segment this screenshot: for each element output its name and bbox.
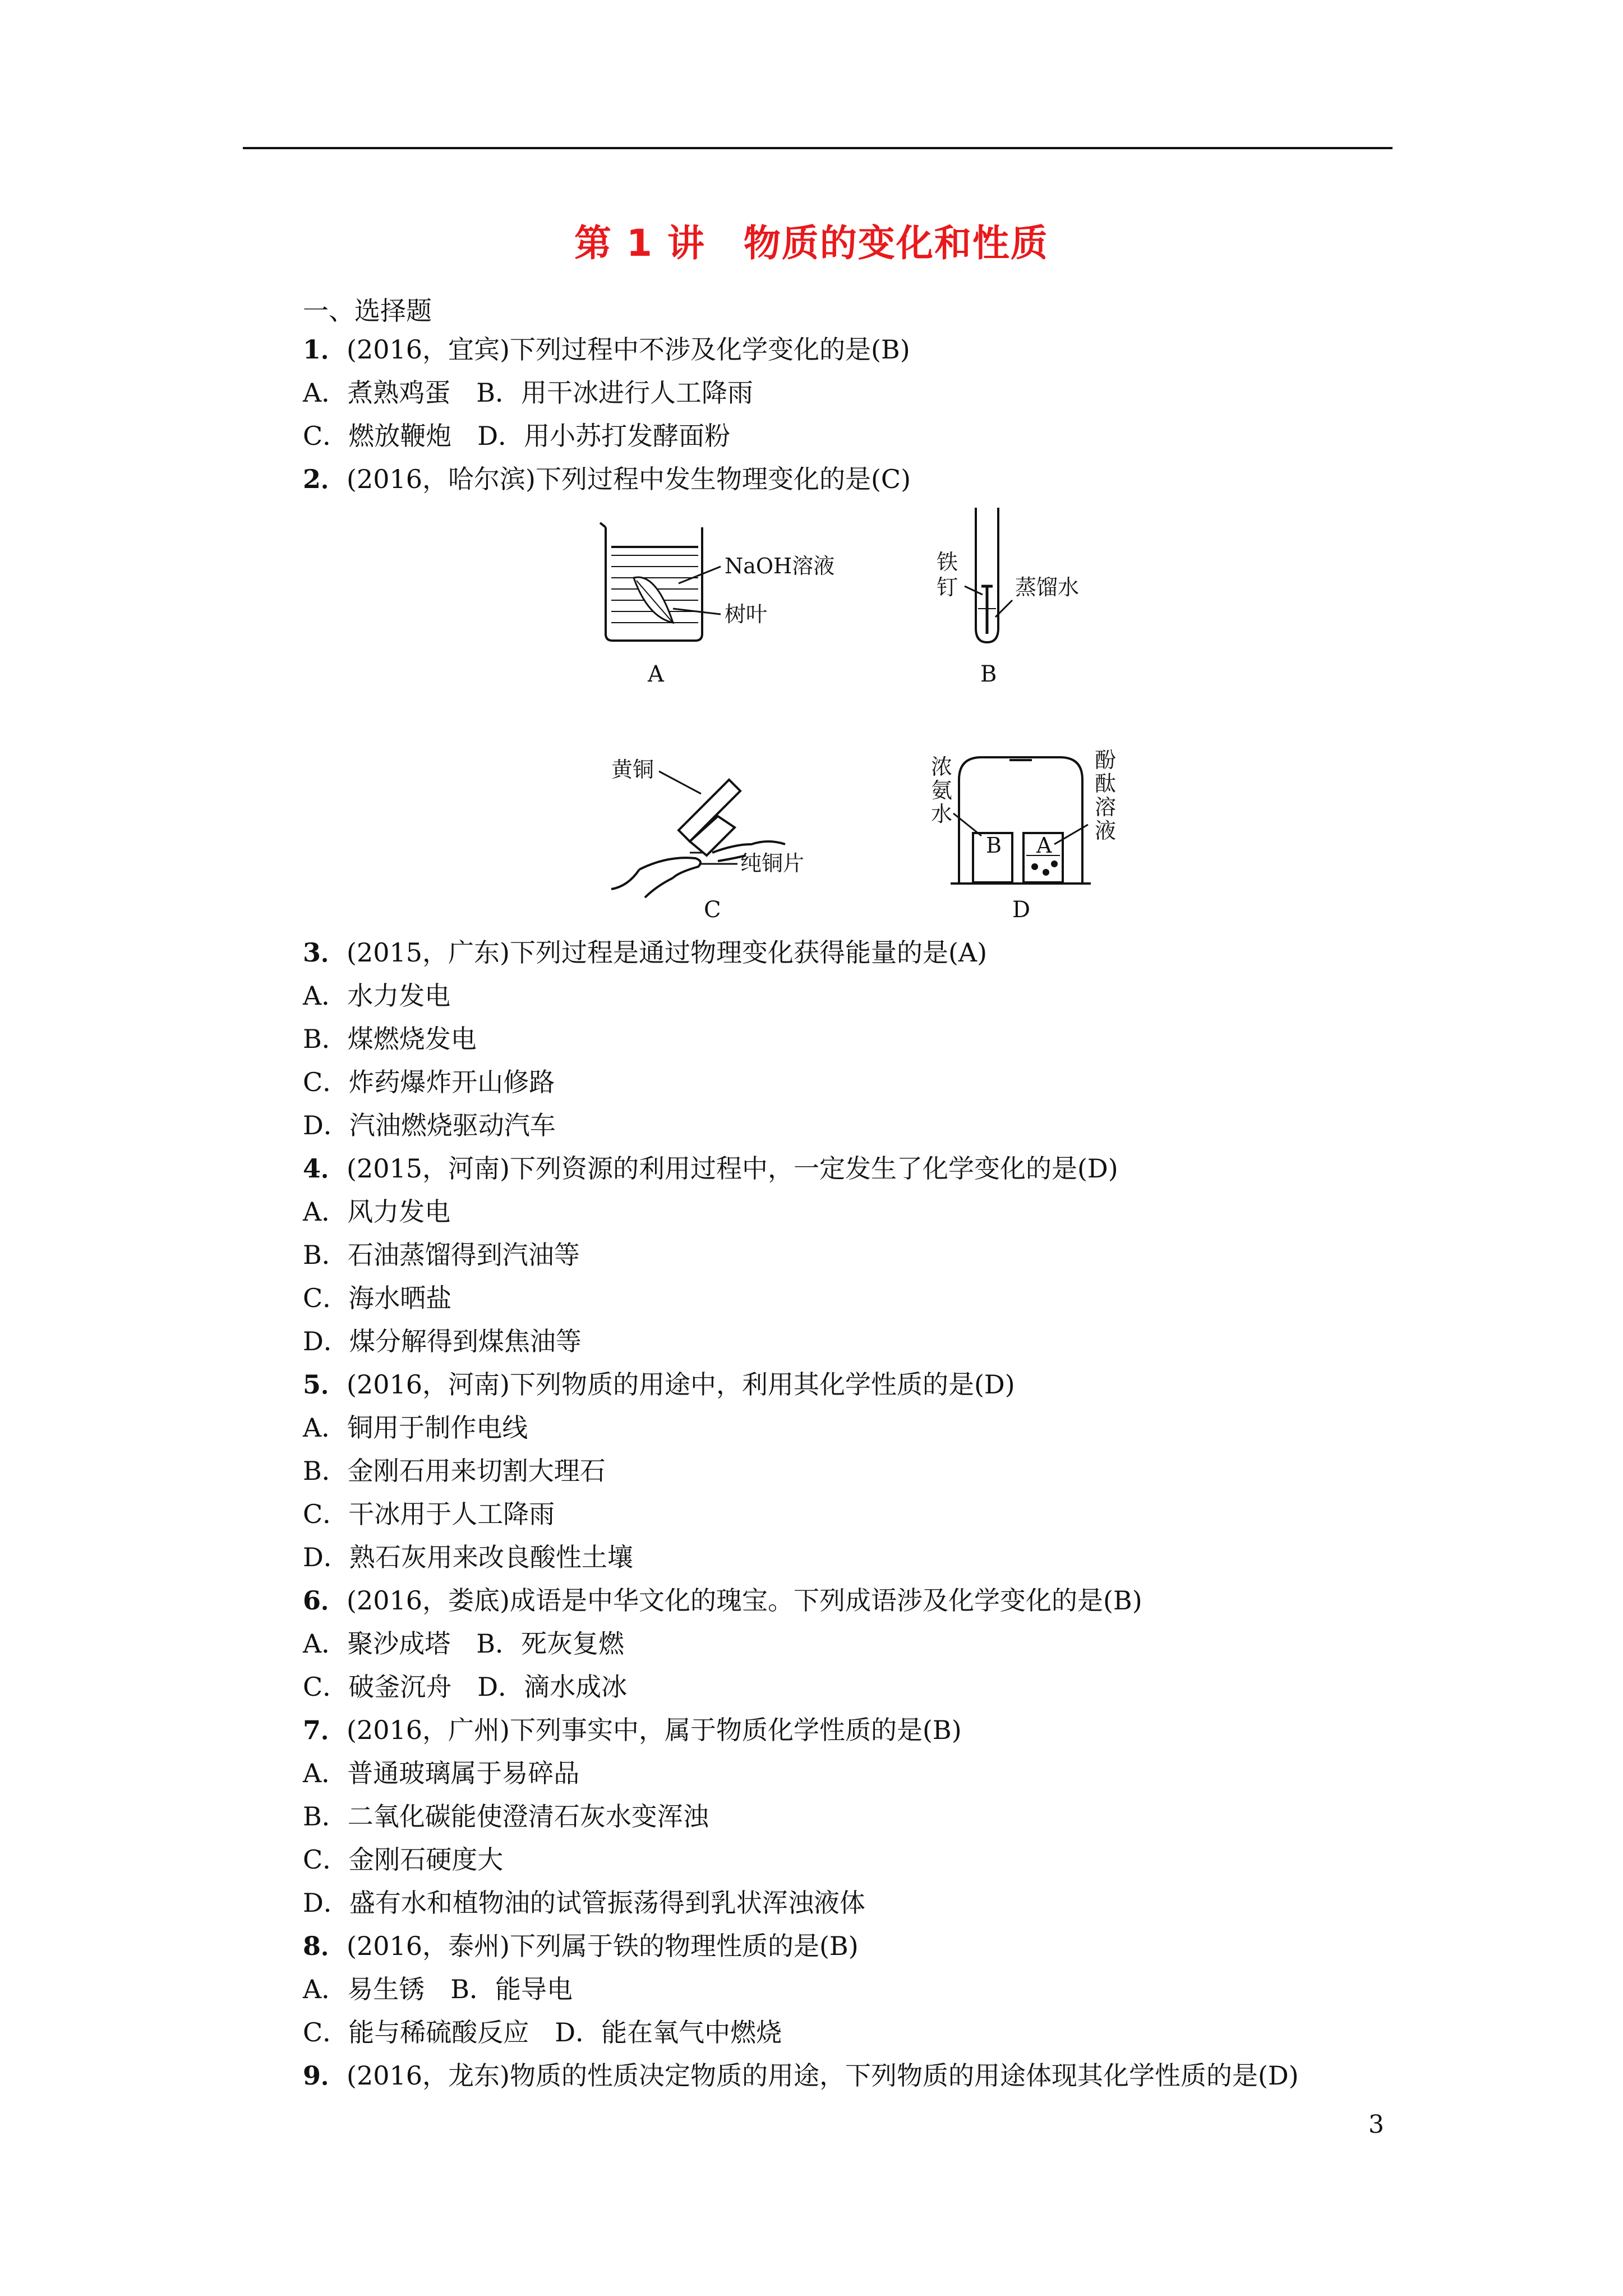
figure-b-caption: B	[980, 661, 997, 687]
question-text: (2016，河南)下列物质的用途中，利用其化学性质的是(D)	[347, 1369, 1015, 1400]
option-line	[303, 1190, 1424, 1234]
option-line	[303, 1450, 1424, 1493]
question-text: (2016，哈尔滨)下列过程中发生物理变化的是(C)	[347, 464, 911, 494]
option-line	[303, 1752, 1424, 1795]
question-line	[303, 458, 1424, 501]
option-text: A．煮熟鸡蛋 B．用干冰进行人工降雨	[303, 378, 754, 408]
option-text: A．聚沙成塔 B．死灰复燃	[303, 1628, 625, 1659]
option-text: C．破釜沉舟 D．滴水成冰	[303, 1672, 628, 1702]
option-text: A．铜用于制作电线	[303, 1412, 528, 1443]
question-line	[303, 1363, 1424, 1406]
figure-c-caption: C	[704, 897, 721, 923]
figure-b-label-iron-1: 铁	[937, 550, 958, 574]
question-number: 9．	[303, 2060, 347, 2091]
option-text: A．水力发电	[303, 981, 451, 1011]
option-text: C．燃放鞭炮 D．用小苏打发酵面粉	[303, 421, 731, 451]
option-line	[303, 1968, 1424, 2011]
question-line	[303, 1925, 1424, 1968]
figure-a	[594, 510, 909, 696]
figure-a-label-naoh: NaOH溶液	[725, 554, 835, 578]
figure-b	[931, 502, 1116, 693]
option-line	[303, 1622, 1424, 1665]
option-line	[303, 1665, 1424, 1709]
question-line	[303, 1709, 1424, 1752]
option-line	[303, 1881, 1424, 1925]
option-line	[303, 1320, 1424, 1363]
option-text: C．海水晒盐	[303, 1283, 452, 1313]
figure-d-right-label-3: 溶	[1095, 795, 1117, 820]
header-rule	[243, 147, 1393, 149]
figure-d	[920, 746, 1155, 926]
option-text: D．汽油燃烧驱动汽车	[303, 1110, 556, 1140]
question-line	[303, 328, 1424, 371]
option-text: D．盛有水和植物油的试管振荡得到乳状浑浊液体	[303, 1888, 865, 1918]
question-text: (2016，龙东)物质的性质决定物质的用途，下列物质的用途体现其化学性质的是(D)	[347, 2060, 1299, 2091]
option-text: A．风力发电	[303, 1197, 451, 1227]
figure-a-label-leaf: 树叶	[725, 602, 768, 627]
figure-d-beaker-a-label: A	[1036, 833, 1052, 858]
option-line	[303, 1104, 1424, 1147]
question-line	[303, 1147, 1424, 1190]
option-line	[303, 1018, 1424, 1061]
page-number: 3	[1368, 2110, 1384, 2139]
figure-d-beaker-b-label: B	[986, 833, 1002, 858]
option-line	[303, 2011, 1424, 2054]
figure-a-caption: A	[648, 661, 664, 687]
question-number: 1．	[303, 334, 347, 365]
option-text: D．煤分解得到煤焦油等	[303, 1326, 582, 1356]
figure-d-left-label-1: 浓	[931, 754, 953, 779]
option-text: C．干冰用于人工降雨	[303, 1499, 555, 1529]
option-text: D．熟石灰用来改良酸性土壤	[303, 1542, 633, 1572]
figure-b-label-iron-2: 钉	[937, 575, 958, 600]
question-number: 3．	[303, 937, 347, 968]
option-line	[303, 1795, 1424, 1838]
option-line	[303, 1406, 1424, 1450]
figure-d-left-label-3: 水	[931, 802, 953, 826]
figure-d-right-label-1: 酚	[1095, 748, 1117, 772]
section-heading: 一、选择题	[303, 296, 432, 326]
question-line	[303, 2054, 1424, 2097]
option-line	[303, 1277, 1424, 1320]
page-title: 第 1 讲 物质的变化和性质	[574, 222, 1049, 265]
question-number: 6．	[303, 1585, 347, 1616]
figure-d-right-label-2: 酞	[1095, 771, 1117, 796]
question-number: 8．	[303, 1931, 347, 1961]
option-text: C．能与稀硫酸反应 D．能在氧气中燃烧	[303, 2017, 782, 2047]
option-text: C．金刚石硬度大	[303, 1844, 504, 1875]
option-line	[303, 1061, 1424, 1104]
question-line	[303, 931, 1424, 974]
question-number: 2．	[303, 464, 347, 494]
option-line	[303, 1536, 1424, 1579]
figure-d-left-label-2: 氨	[931, 778, 953, 803]
question-text: (2016，宜宾)下列过程中不涉及化学变化的是(B)	[347, 334, 910, 365]
question-number: 7．	[303, 1715, 347, 1745]
figure-c-label-copper: 纯铜片	[740, 851, 805, 876]
question-number: 4．	[303, 1153, 347, 1184]
option-text: A．普通玻璃属于易碎品	[303, 1758, 580, 1788]
figure-c	[606, 746, 886, 926]
option-text: C．炸药爆炸开山修路	[303, 1067, 555, 1097]
figure-d-caption: D	[1012, 897, 1031, 923]
option-line	[303, 974, 1424, 1018]
question-text: (2015，河南)下列资源的利用过程中，一定发生了化学变化的是(D)	[347, 1153, 1118, 1184]
figure-c-label-brass: 黄铜	[611, 757, 654, 782]
question-text: (2016，广州)下列事实中，属于物质化学性质的是(B)	[347, 1715, 962, 1745]
option-text: B．石油蒸馏得到汽油等	[303, 1240, 580, 1270]
option-text: B．煤燃烧发电	[303, 1024, 477, 1054]
option-text: B．二氧化碳能使澄清石灰水变浑浊	[303, 1801, 709, 1832]
question-text: (2015，广东)下列过程是通过物理变化获得能量的是(A)	[347, 937, 988, 968]
question-number: 5．	[303, 1369, 347, 1400]
option-text: B．金刚石用来切割大理石	[303, 1456, 606, 1486]
option-line	[303, 415, 1424, 458]
question-block-top	[303, 328, 1424, 501]
option-line	[303, 371, 1424, 415]
option-line	[303, 1493, 1424, 1536]
option-line	[303, 1838, 1424, 1881]
figure-d-right-label-4: 液	[1095, 818, 1117, 843]
option-text: A．易生锈 B．能导电	[303, 1974, 573, 2004]
figure-b-label-water: 蒸馏水	[1015, 575, 1080, 600]
question-text: (2016，泰州)下列属于铁的物理性质的是(B)	[347, 1931, 859, 1961]
question-line	[303, 1579, 1424, 1622]
question-text: (2016，娄底)成语是中华文化的瑰宝。下列成语涉及化学变化的是(B)	[347, 1585, 1142, 1616]
option-line	[303, 1234, 1424, 1277]
question-block-bottom	[303, 931, 1424, 2097]
